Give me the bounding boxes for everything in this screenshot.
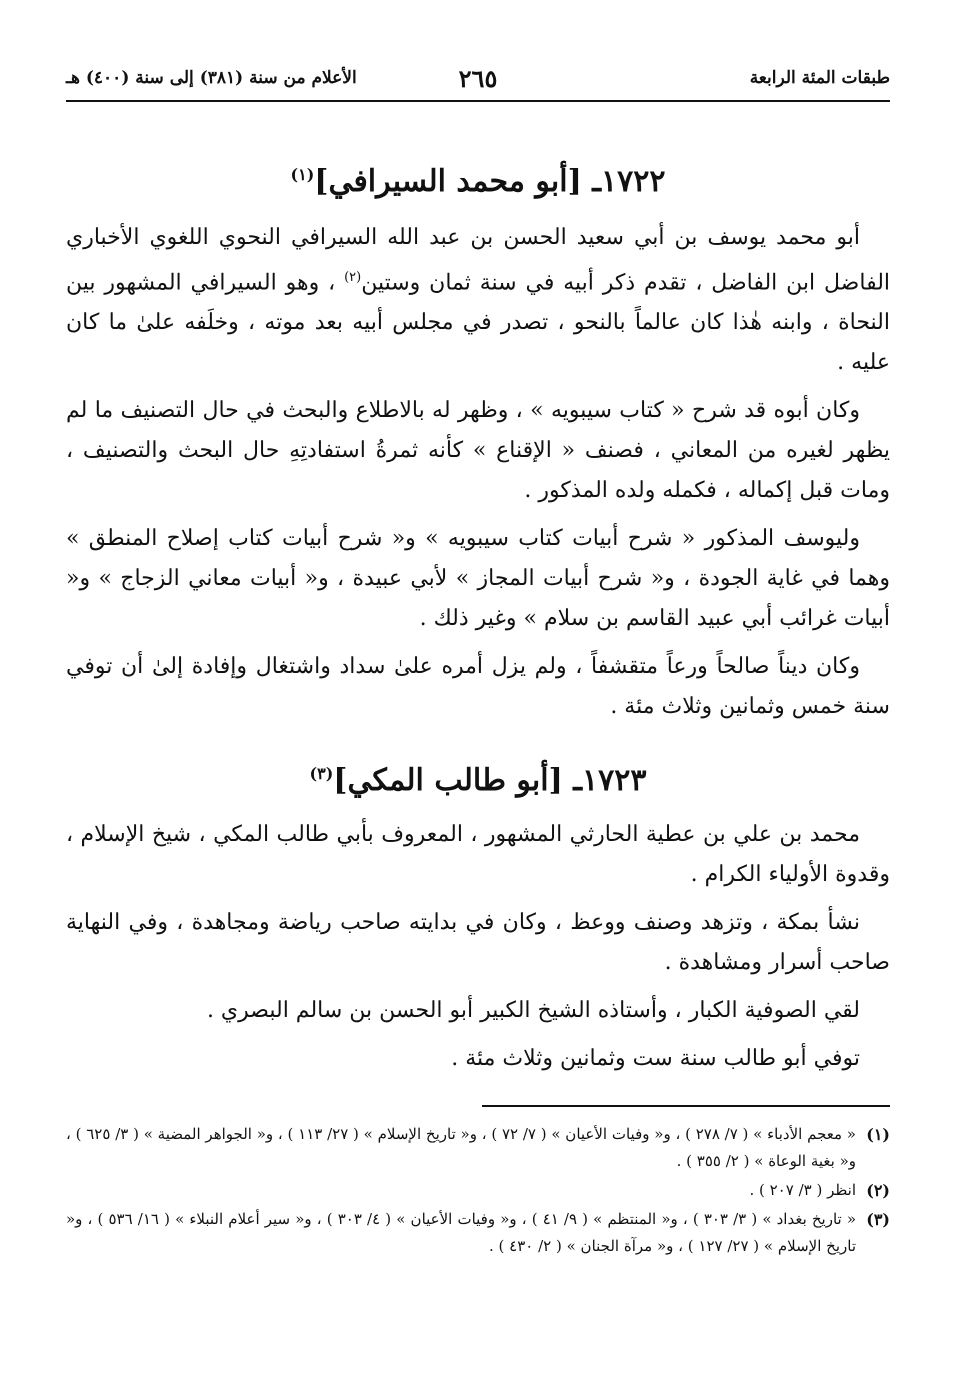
running-header — [66, 60, 890, 102]
page-number: ٢٦٥ — [458, 64, 498, 93]
footnote-ref: (٣) — [309, 764, 334, 784]
entry-title-text: ١٧٢٢ـ [أبو محمد السيرافي] — [314, 164, 666, 199]
footnote — [66, 1206, 890, 1260]
entry-body-1722 — [66, 218, 890, 727]
footnote-number: (٢) — [866, 1181, 890, 1201]
paragraph: وليوسف المذكور « شرح أبيات كتاب سيبويه » و« شرح أبيات كتاب إصلاح المنطق » وهما في غاية الجودة ، و« شرح أبيات المجاز » لأبي عبيدة ، و« أبيات معاني الزجاج » و« أبيات غرائب أبي عبيد القاسم بن سلام » وغير ذلك . — [66, 526, 890, 632]
paragraph-text: ، وهو السيرافي المشهور بين النحاة ، وابنه هٰذا كان عالماً بالنحو ، تصدر في مجلس أبيه بعد موته ، وخلَفه علىٰ ما كان عليه . — [66, 270, 890, 376]
entry-title-1723 — [66, 763, 890, 799]
footnote-text: « تاريخ بغداد » ( ٣/ ٣٠٣ ) ، و« المنتظم » ( ٩/ ٤١ ) ، و« وفيات الأعيان » ( ٤/ ٣٠٣ ) ، و« سير أعلام النبلاء » ( ١٦/ ٥٣٦ ) ، و« تاريخ الإسلام » ( ٢٧/ ١٢٧ ) ، و« مرآة الجنان » ( ٢/ ٤٣٠ ) . — [66, 1210, 857, 1256]
entry-title-text: ١٧٢٣ـ [أبو طالب المكي] — [333, 763, 647, 799]
paragraph: وكان ديناً صالحاً ورعاً متقشفاً ، ولم يزل أمره علىٰ سداد واشتغال وإفادة إلىٰ أن توفي سنة خمس وثمانين وثلاث مئة . — [66, 654, 890, 720]
footnote-divider — [482, 1105, 890, 1107]
paragraph — [66, 218, 890, 383]
paragraph: نشأ بمكة ، وتزهد وصنف ووعظ ، وكان في بدايته صاحب رياضة ومجاهدة ، وفي النهاية صاحب أسرار ومشاهدة . — [66, 910, 890, 976]
footnote — [66, 1177, 890, 1204]
paragraph: توفي أبو طالب سنة ست وثمانين وثلاث مئة . — [451, 1046, 860, 1072]
paragraph: لقي الصوفية الكبار ، وأستاذه الشيخ الكبير أبو الحسن بن سالم البصري . — [206, 998, 860, 1024]
header-section-title: الأعلام من سنة (٣٨١) إلى سنة (٤٠٠) هـ — [66, 68, 357, 88]
footnote — [66, 1121, 890, 1175]
footnote-ref: (١) — [290, 165, 315, 184]
footnotes — [66, 1121, 890, 1260]
footnote-text: انظر ( ٣/ ٢٠٧ ) . — [749, 1181, 856, 1200]
entry-title-1722 — [66, 164, 890, 200]
footnote-number: (١) — [866, 1125, 890, 1145]
header-book-title: طبقات المئة الرابعة — [749, 68, 890, 88]
entry-body-1723 — [66, 815, 890, 1079]
paragraph: محمد بن علي بن عطية الحارثي المشهور ، المعروف بأبي طالب المكي ، شيخ الإسلام ، وقدوة الأولياء الكرام . — [66, 822, 890, 888]
footnote-text: « معجم الأدباء » ( ٧/ ٢٧٨ ) ، و« وفيات الأعيان » ( ٧/ ٧٢ ) ، و« تاريخ الإسلام » ( ٢٧/ ١١٣ ) ، و« الجواهر المضية » ( ٣/ ٦٢٥ ) ، و« بغية الوعاة » ( ٢/ ٣٥٥ ) . — [66, 1125, 856, 1171]
paragraph: وكان أبوه قد شرح « كتاب سيبويه » ، وظهر له بالاطلاع والبحث في حال التصنيف ما لم يظهر لغيره من المعاني ، فصنف « الإقناع » كأنه ثمرةُ استفادتِهِ حال البحث والتصنيف ، ومات قبل إكماله ، فكمله ولده المذكور . — [66, 398, 890, 504]
footnote-number: (٣) — [866, 1210, 890, 1230]
footnote-ref: (٢) — [344, 270, 362, 285]
paragraph-text: أبو محمد يوسف بن أبي سعيد الحسن بن عبد الله السيرافي النحوي اللغوي الأخباري الفاضل ابن الفاضل ، تقدم ذكر أبيه في سنة ثمان وستين — [66, 225, 891, 296]
book-page — [66, 60, 890, 1360]
